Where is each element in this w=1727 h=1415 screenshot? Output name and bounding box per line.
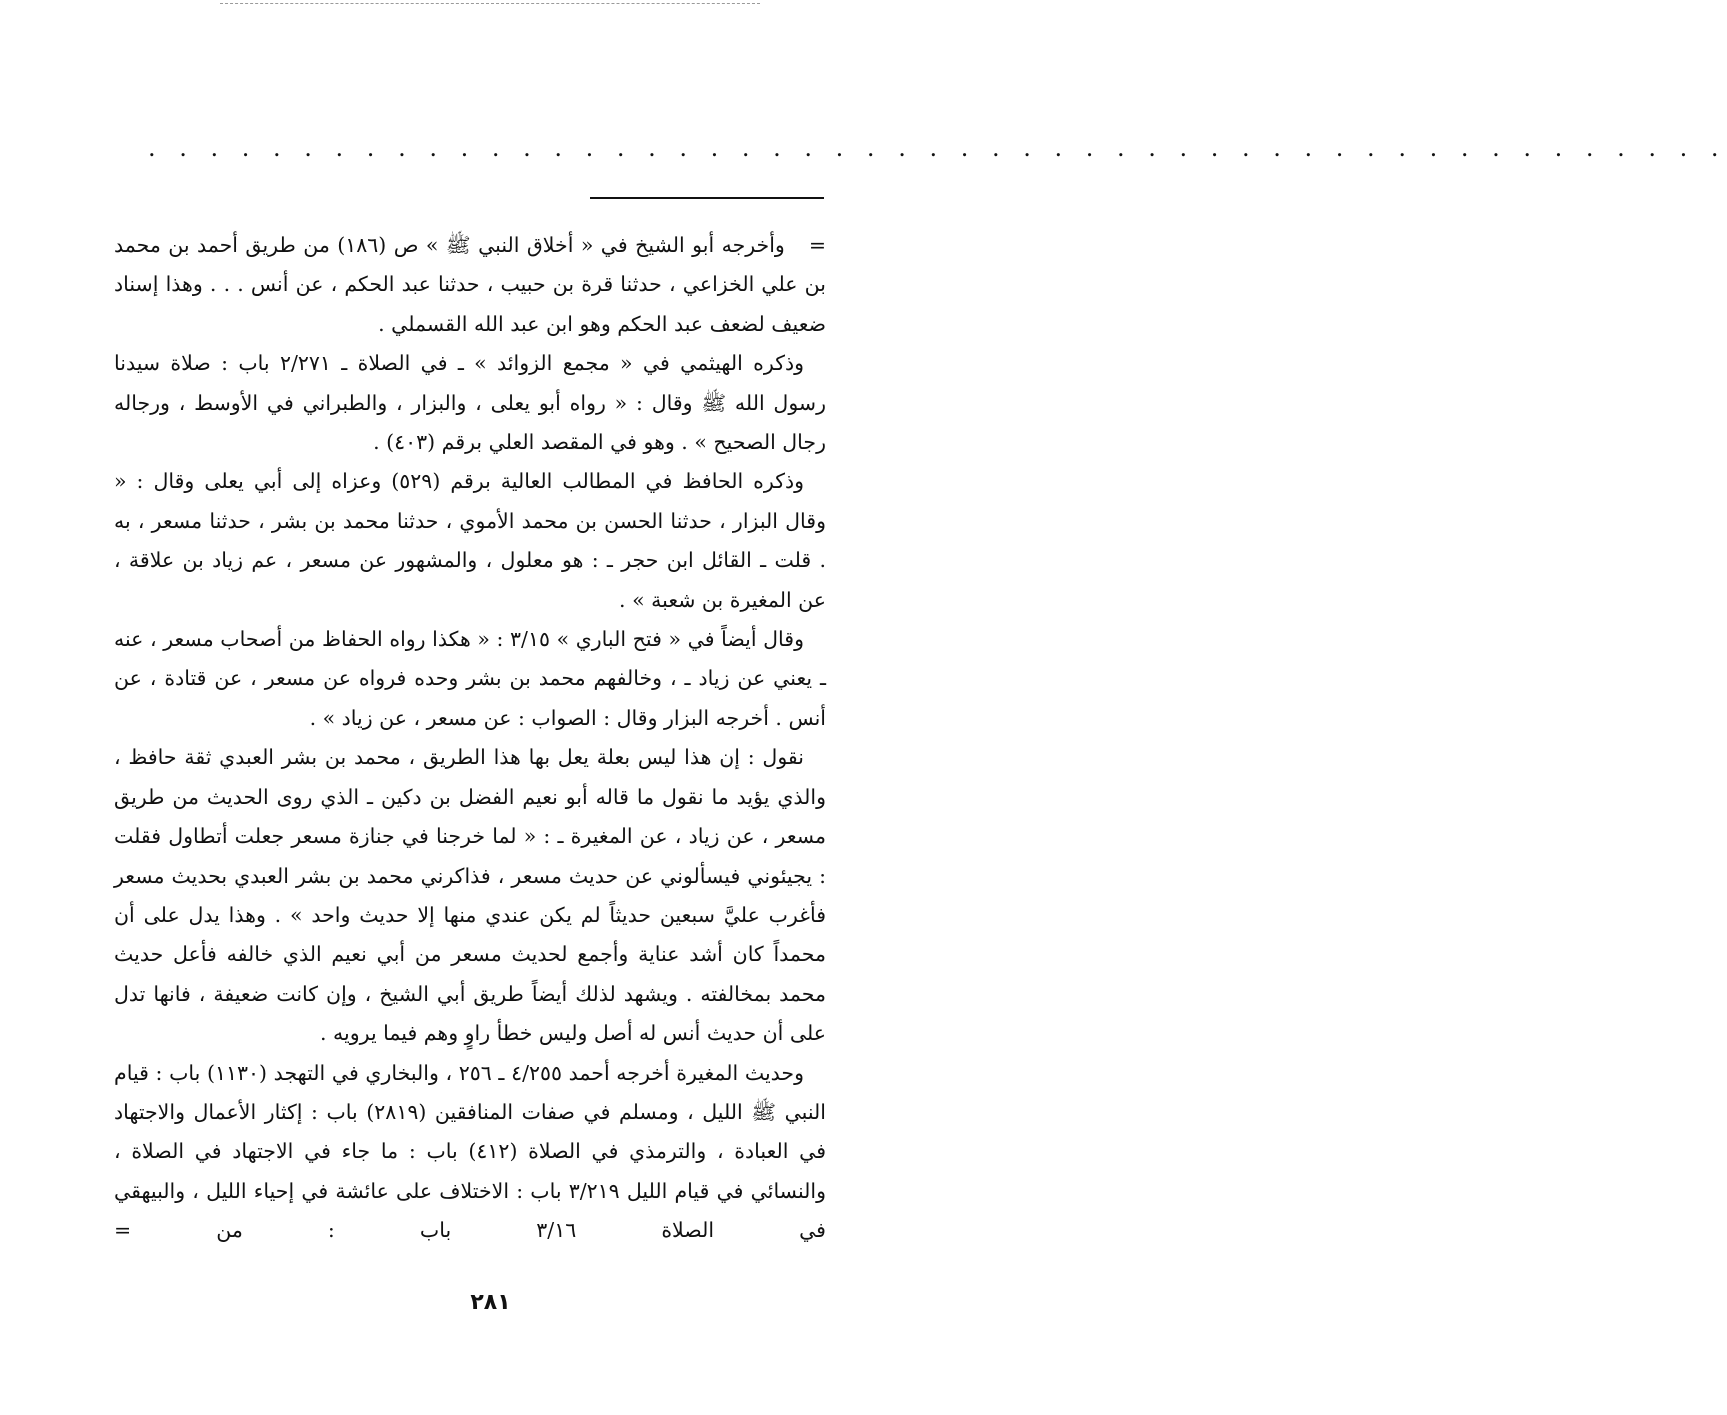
paragraph-3: وذكره الحافظ في المطالب العالية برقم (٥٢٩) وعزاه إلى أبي يعلى وقال : « وقال البزار ، حدثنا الحسن بن محمد الأموي ، حدثنا محمد بن بشر ، حدثنا مسعر ، به . قلت ـ القائل ابن حجر ـ : هو معلول ، والمشهور عن مسعر ، عم زياد بن علاقة ، عن المغيرة بن شعبة » .	[114, 469, 826, 612]
footnote-body	[114, 226, 826, 1251]
dot-leader: . . . . . . . . . . . . . . . . . . . . . . . . . . . . . . . . . . . . . . . . . . . . . . . . . . .	[148, 134, 1727, 162]
footnote-separator	[590, 197, 824, 199]
paragraph-2: وذكره الهيثمي في « مجمع الزوائد » ـ في الصلاة ـ ٢/٢٧١ باب : صلاة سيدنا رسول الله ﷺ وقال : « رواه أبو يعلى ، والبزار ، والطبراني في الأوسط ، ورجاله رجال الصحيح » . وهو في المقصد العلي برقم (٤٠٣) .	[114, 351, 826, 455]
paragraph-5: نقول : إن هذا ليس بعلة يعل بها هذا الطريق ، محمد بن بشر العبدي ثقة حافظ ، والذي يؤيد ما نقول ما قاله أبو نعيم الفضل بن دكين ـ الذي روى الحديث من طريق مسعر ، عن زياد ، عن المغيرة ـ : « لما خرجنا في جنازة مسعر جعلت أتطاول فقلت : يجيئوني فيسألوني عن حديث مسعر ، فذاكرني محمد بن بشر العبدي بحديث مسعر فأغرب عليَّ سبعين حديثاً لم يكن عندي منها إلا حديث واحد » . وهذا يدل على أن محمداً كان أشد عناية وأجمع لحديث مسعر من أبي نعيم الذي خالفه فأعل حديث محمد بمخالفته . ويشهد لذلك أيضاً طريق أبي الشيخ ، وإن كانت ضعيفة ، فانها تدل على أن حديث أنس له أصل وليس خطأ راوٍ وهم فيما يرويه .	[114, 745, 826, 1046]
continuation-mark: =	[808, 233, 827, 257]
paragraph-6: وحديث المغيرة أخرجه أحمد ٤/٢٥٥ ـ ٢٥٦ ، والبخاري في التهجد (١١٣٠) باب : قيام النبي ﷺ الليل ، ومسلم في صفات المنافقين (٢٨١٩) باب : إكثار الأعمال والاجتهاد في العبادة ، والترمذي في الصلاة (٤١٢) باب : ما جاء في الاجتهاد في الصلاة ، والنسائي في قيام الليل ٣/٢١٩ باب : الاختلاف على عائشة في إحياء الليل ، والبيهقي في الصلاة ٣/١٦ باب : من =	[114, 1060, 826, 1243]
paragraph-4: وقال أيضاً في « فتح الباري » ٣/١٥ : « هكذا رواه الحفاظ من أصحاب مسعر ، عنه ـ يعني عن زياد ـ ، وخالفهم محمد بن بشر وحده فرواه عن مسعر ، عن قتادة ، عن أنس . أخرجه البزار وقال : الصواب : عن مسعر ، عن زياد » .	[114, 627, 826, 730]
paragraph-1	[114, 226, 826, 344]
top-edge-rule	[220, 3, 760, 4]
paragraph-1-text: وأخرجه أبو الشيخ في « أخلاق النبي ﷺ » ص (١٨٦) من طريق أحمد بن محمد بن علي الخزاعي ، حدثنا قرة بن حبيب ، حدثنا عبد الحكم ، عن أنس . . . وهذا إسناد ضعيف لضعف عبد الحكم وهو ابن عبد الله القسملي .	[114, 233, 826, 336]
page-number: ٢٨١	[470, 1290, 511, 1315]
